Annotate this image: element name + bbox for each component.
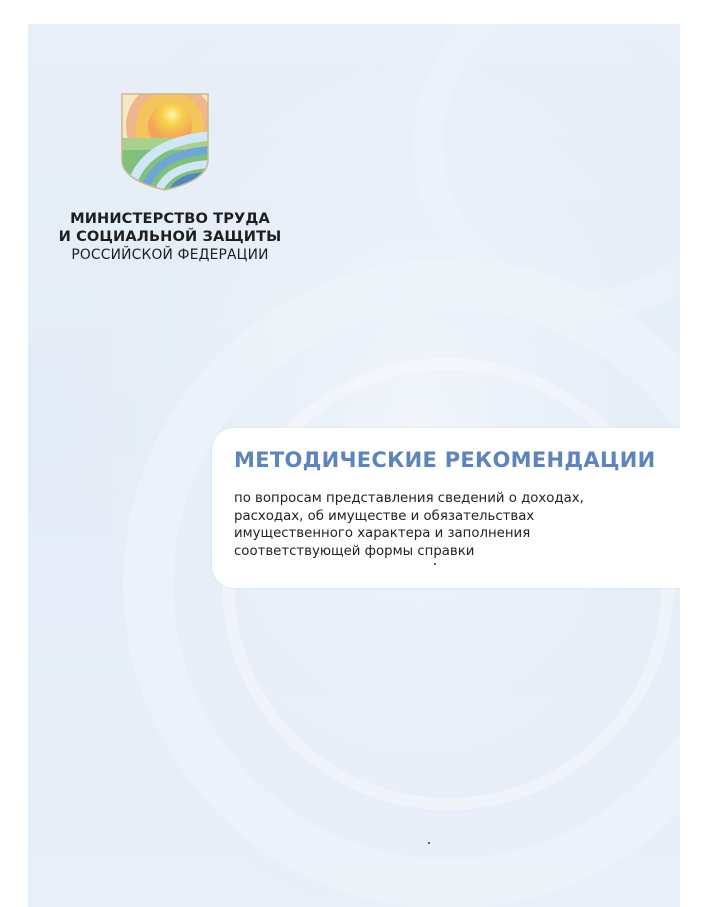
subtitle-line-3: имущественного характера и заполнения bbox=[234, 526, 531, 541]
subtitle-line-4: соответствующей формы справки bbox=[234, 543, 475, 559]
subtitle-line-2: расходах, об имуществе и обязательствах bbox=[234, 508, 535, 524]
document-title: МЕТОДИЧЕСКИЕ РЕКОМЕНДАЦИИ bbox=[234, 448, 656, 472]
subtitle-line-1: по вопросам представления сведений о доходах, bbox=[234, 491, 584, 506]
ministry-line-3: РОССИЙСКОЙ ФЕДЕРАЦИИ bbox=[71, 247, 269, 263]
ministry-line-2: И СОЦИАЛЬНОЙ ЗАЩИТЫ bbox=[58, 228, 282, 245]
stray-dot bbox=[428, 842, 430, 844]
document-subtitle bbox=[234, 490, 614, 560]
ministry-line-1: МИНИСТЕРСТВО ТРУДА bbox=[70, 210, 270, 227]
ministry-name bbox=[50, 210, 290, 264]
ministry-emblem-icon bbox=[120, 92, 210, 192]
stray-dot bbox=[434, 563, 436, 565]
document-cover bbox=[28, 24, 680, 907]
title-card bbox=[212, 428, 680, 588]
